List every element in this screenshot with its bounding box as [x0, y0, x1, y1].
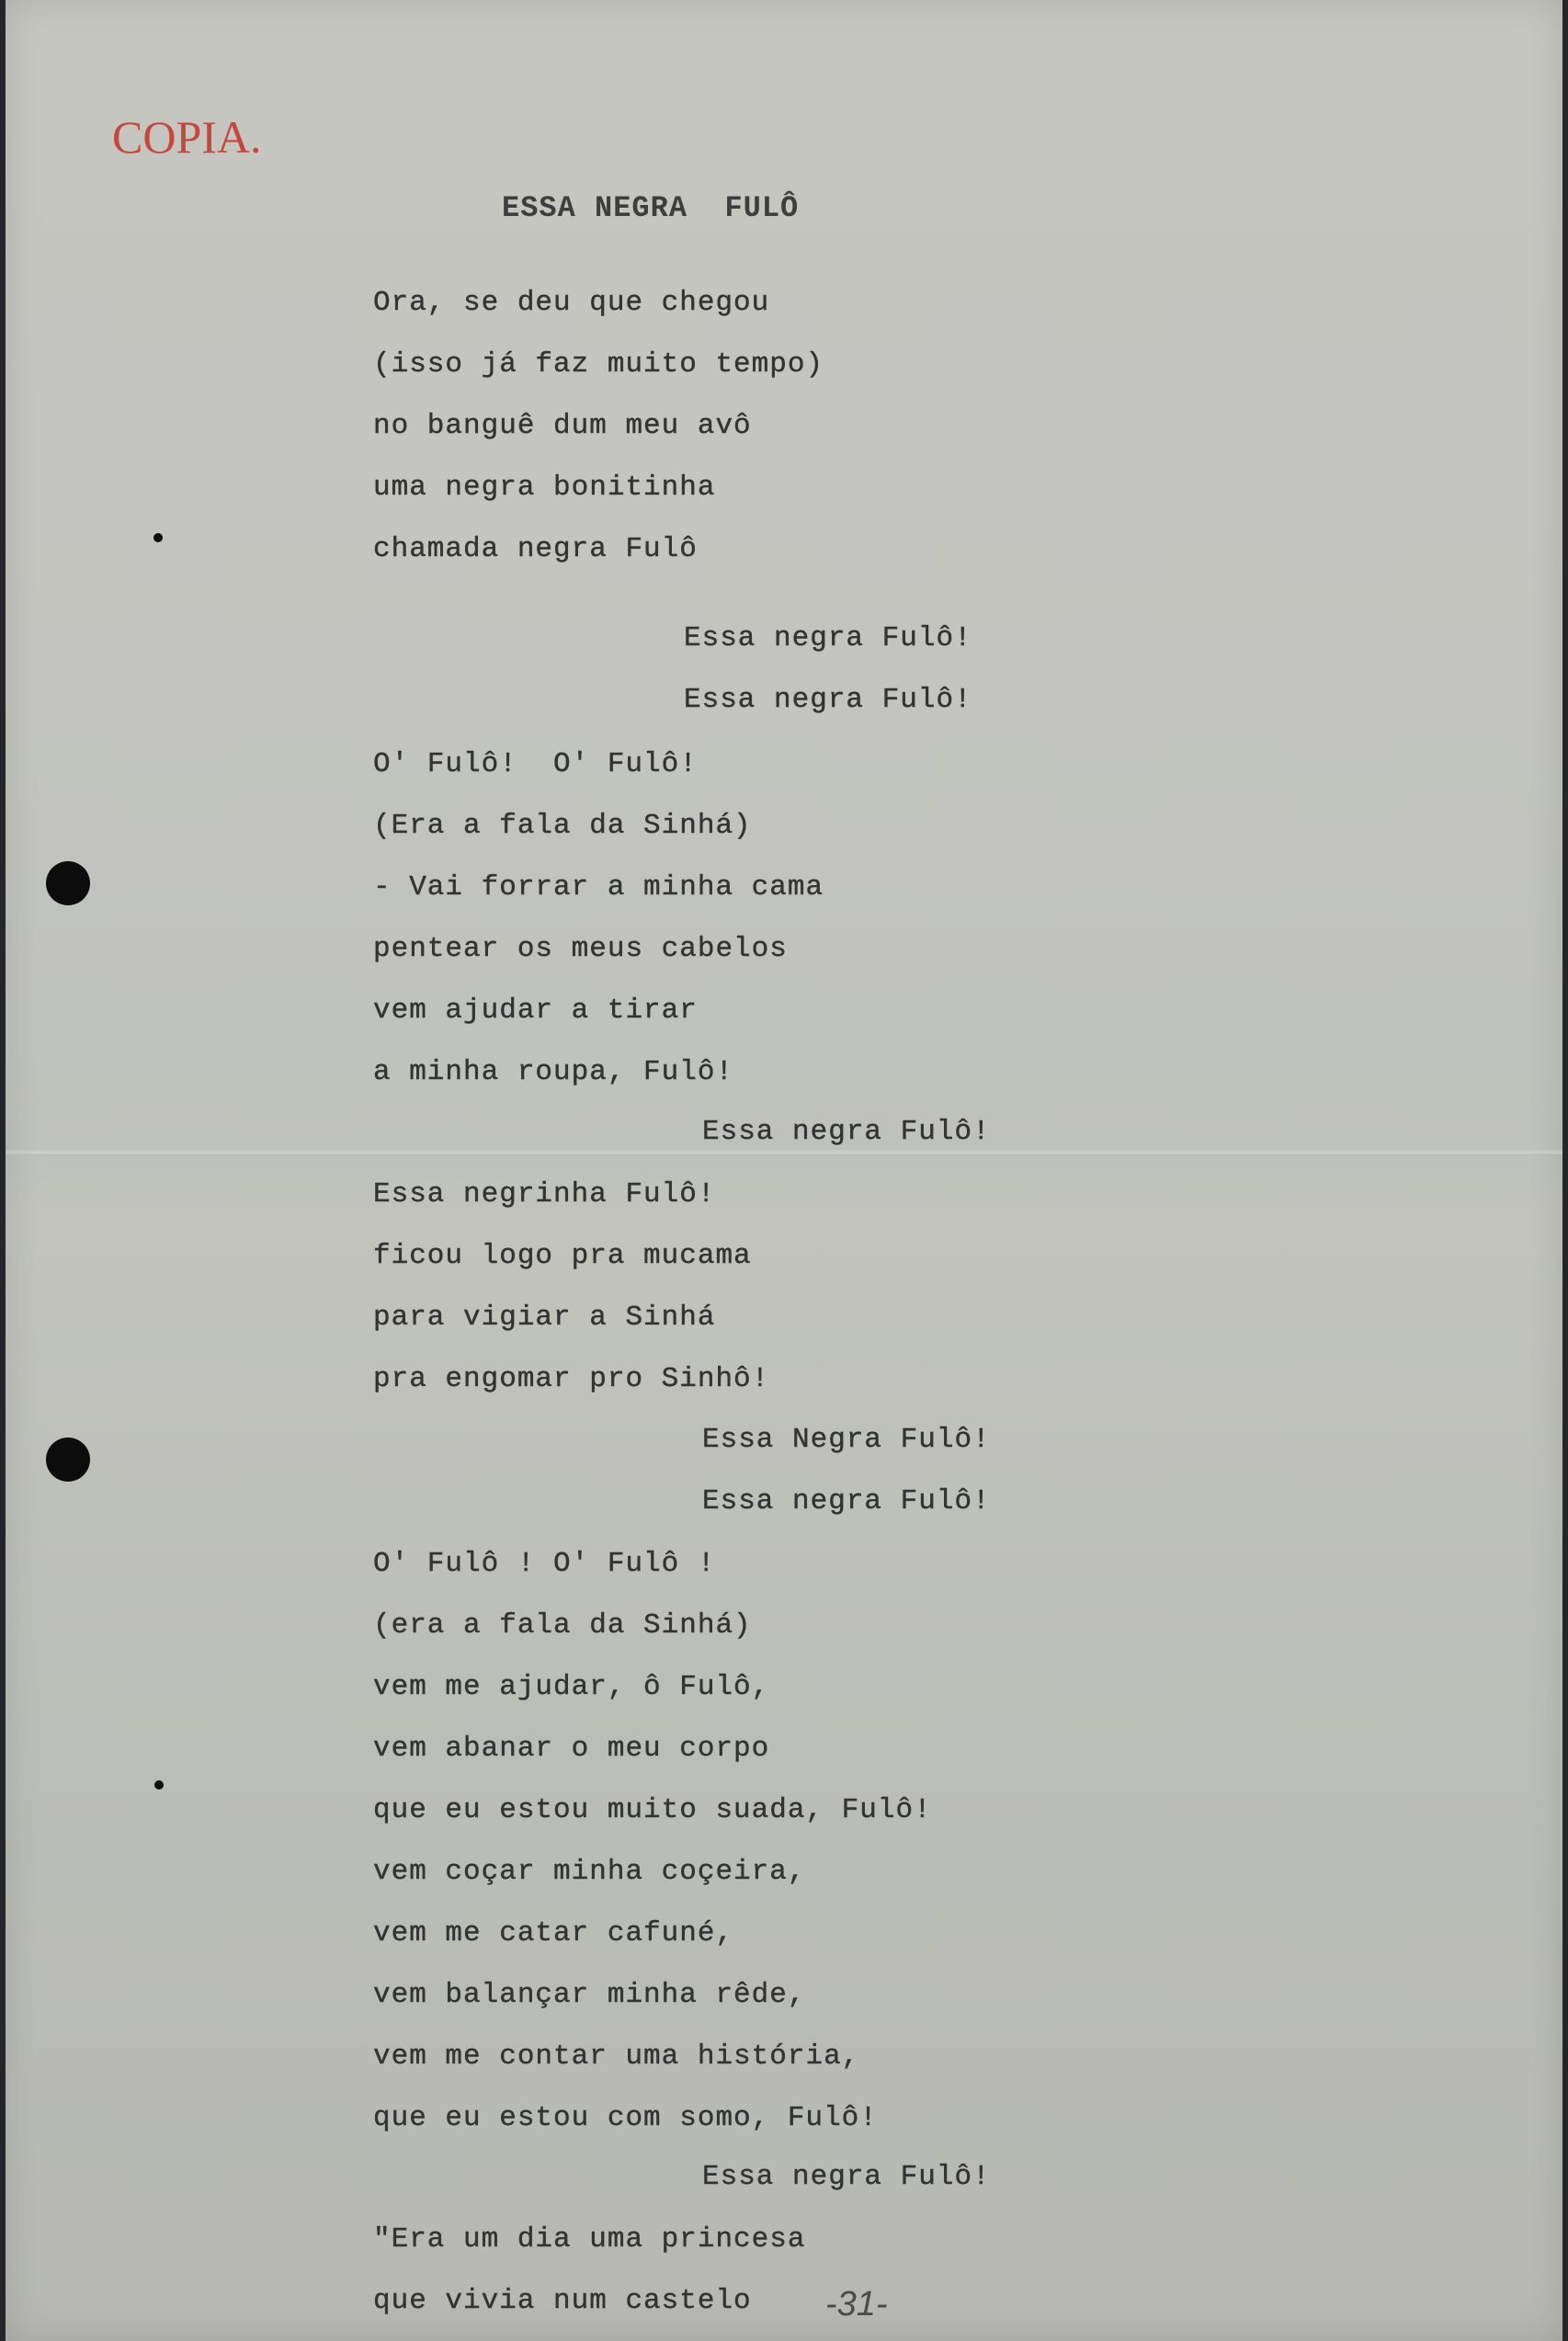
poem-line: que eu estou com somo, Fulô! — [373, 2102, 878, 2134]
poem-line: Essa negrinha Fulô! — [373, 1178, 716, 1210]
paper-fold — [6, 1149, 1562, 1156]
poem-refrain: Essa Negra Fulô! — [702, 1424, 991, 1456]
poem-line: O' Fulô! O' Fulô! — [373, 748, 698, 780]
poem-line: que vivia num castelo — [373, 2285, 752, 2317]
poem-refrain: Essa negra Fulô! — [702, 1485, 991, 1517]
poem-line: ficou logo pra mucama — [373, 1240, 752, 1272]
copia-stamp: COPIA. — [112, 111, 262, 163]
poem-line: que eu estou muito suada, Fulô! — [373, 1794, 932, 1826]
poem-line: pra engomar pro Sinhô! — [373, 1363, 770, 1395]
binder-hole — [46, 1438, 90, 1482]
poem-line: uma negra bonitinha — [373, 472, 716, 504]
poem-line: Ora, se deu que chegou — [373, 287, 770, 319]
poem-line: chamada negra Fulô — [373, 533, 698, 565]
poem-refrain: Essa negra Fulô! — [702, 1116, 991, 1148]
poem-line: vem me ajudar, ô Fulô, — [373, 1671, 770, 1703]
poem-line: O' Fulô ! O' Fulô ! — [373, 1548, 716, 1580]
poem-line: "Era um dia uma princesa — [373, 2223, 806, 2256]
poem-refrain: Essa negra Fulô! — [702, 2161, 991, 2193]
poem-refrain: Essa negra Fulô! — [684, 684, 972, 716]
binder-hole-small — [154, 1780, 164, 1790]
poem-line: vem abanar o meu corpo — [373, 1733, 770, 1765]
poem-title: ESSA NEGRA FULÔ — [502, 191, 800, 225]
binder-hole-small — [153, 533, 163, 542]
poem-line: vem coçar minha coçeira, — [373, 1856, 806, 1888]
poem-line: (isso já faz muito tempo) — [373, 348, 824, 381]
binder-hole — [46, 861, 90, 905]
poem-line: a minha roupa, Fulô! — [373, 1056, 734, 1088]
poem-line: (Era a fala da Sinhá) — [373, 810, 752, 842]
poem-line: (era a fala da Sinhá) — [373, 1609, 752, 1642]
poem-line: vem me catar cafuné, — [373, 1917, 734, 1949]
poem-line: no banguê dum meu avô — [373, 410, 752, 442]
page-number: -31- — [825, 2285, 888, 2324]
poem-line: pentear os meus cabelos — [373, 933, 788, 965]
poem-line: - Vai forrar a minha cama — [373, 871, 824, 903]
poem-line: vem me contar uma história, — [373, 2040, 860, 2073]
poem-refrain: Essa negra Fulô! — [684, 622, 972, 654]
poem-line: vem balançar minha rêde, — [373, 1979, 806, 2011]
poem-line: vem ajudar a tirar — [373, 994, 698, 1027]
document-page — [6, 0, 1562, 2341]
poem-line: para vigiar a Sinhá — [373, 1301, 716, 1334]
